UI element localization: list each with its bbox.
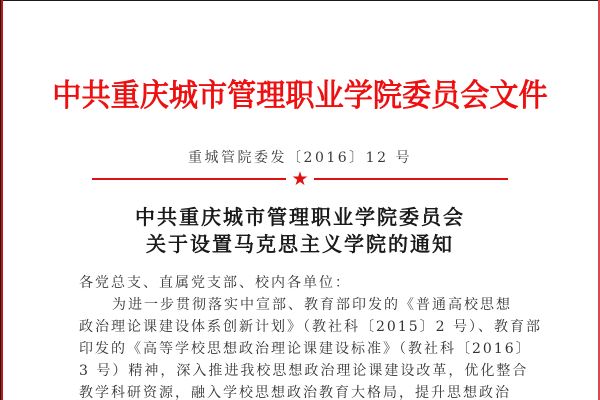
body-line: 教学科研资源，融入学校思想政治教育大格局，提升思想政治: [79, 385, 511, 400]
salutation-line: 各党总支、直属党支部、校内各单位：: [79, 275, 351, 291]
document-number: 重城管院委发〔2016〕12 号: [188, 150, 412, 166]
red-rule-left: [92, 178, 286, 180]
star-icon: ★: [291, 167, 309, 190]
document-title: [0, 204, 600, 258]
page-top-border: [0, 0, 600, 1]
page-left-red-border: [1, 0, 3, 400]
body-line: 为进一步贯彻落实中宣部、教育部印发的《普通高校思想: [112, 297, 512, 313]
body-line: 印发的《高等学校思想政治理论课建设标准》（教社科〔2016〕: [79, 341, 532, 357]
document-body: [79, 272, 542, 400]
document-title-line2: 关于设置马克思主义学院的通知: [146, 232, 454, 256]
red-divider: [0, 168, 600, 190]
body-line: 3 号）精神，深入推进我校思想政治理论课建设改革，优化整合: [79, 363, 529, 379]
document-title-line1: 中共重庆城市管理职业学院委员会: [135, 205, 465, 229]
red-rule-right: [314, 178, 508, 180]
document-masthead-title: 中共重庆城市管理职业学院委员会文件: [52, 78, 548, 114]
body-line: 政治理论课建设体系创新计划》（教社科〔2015〕2 号）、教育部: [79, 319, 542, 335]
